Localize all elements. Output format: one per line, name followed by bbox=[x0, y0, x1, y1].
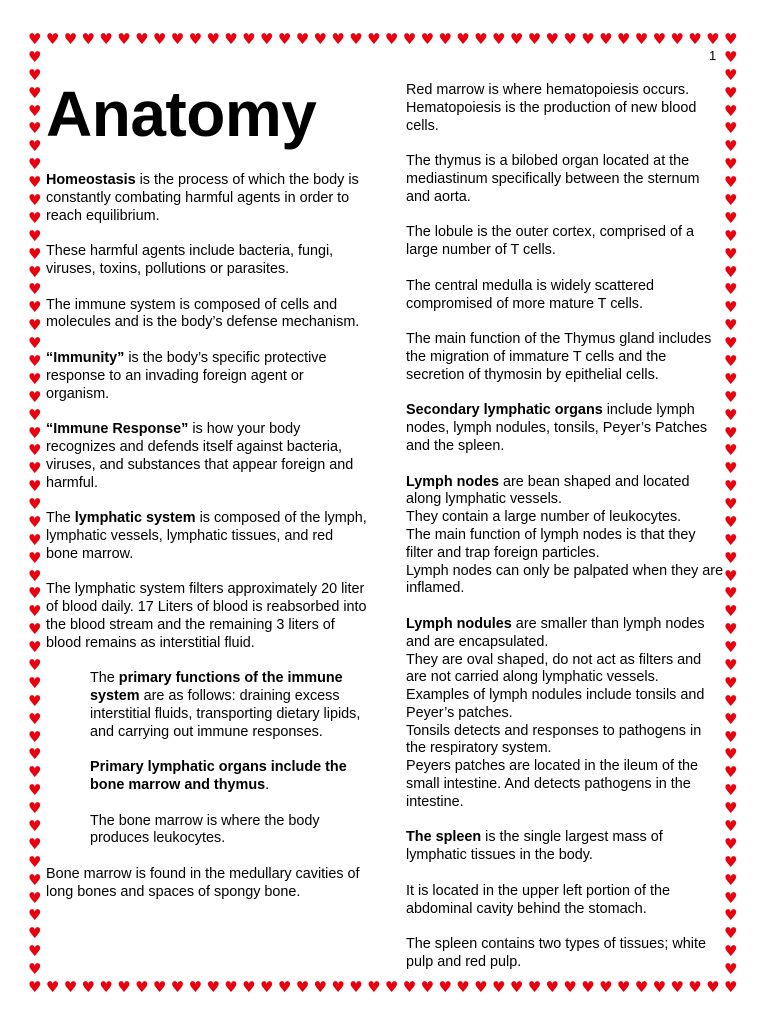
text-run: . bbox=[265, 777, 270, 794]
heart-icon: ♥ bbox=[152, 30, 167, 48]
paragraph-lymph-nodes-4 bbox=[406, 563, 724, 599]
heart-icon: ♥ bbox=[384, 978, 399, 996]
heart-icon: ♥ bbox=[474, 978, 488, 996]
heart-icon: ♥ bbox=[28, 30, 42, 48]
heart-icon: ♥ bbox=[724, 745, 738, 764]
text-run: The lymphatic system filters approximately 20 liter of blood daily. 17 Liters of blood is reabsorbed into the blood stream and the remaining 3 liters of blood remains as interstitial fluid. bbox=[46, 581, 367, 651]
page-title: Anatomy bbox=[46, 78, 317, 150]
paragraph-spleen-tissues bbox=[406, 936, 724, 972]
heart-icon: ♥ bbox=[652, 978, 667, 996]
heart-icon: ♥ bbox=[724, 638, 738, 657]
heart-icon: ♥ bbox=[45, 30, 60, 48]
heart-icon: ♥ bbox=[724, 244, 738, 263]
heart-icon: ♥ bbox=[724, 691, 738, 710]
text-run: They are oval shaped, do not act as filters and are not carried along lymphatic vessels. bbox=[406, 651, 702, 686]
heart-icon: ♥ bbox=[28, 280, 42, 299]
heart-icon: ♥ bbox=[616, 30, 631, 48]
heart-icon: ♥ bbox=[724, 566, 738, 585]
heart-icon: ♥ bbox=[28, 405, 42, 424]
heart-icon: ♥ bbox=[28, 978, 42, 996]
text-run: is how your body recognizes and defends itself against bacteria, viruses, and substances that appear foreign and harmful. bbox=[46, 421, 354, 491]
heart-icon: ♥ bbox=[724, 602, 738, 621]
heart-icon: ♥ bbox=[724, 799, 738, 818]
heart-icon: ♥ bbox=[28, 173, 42, 192]
paragraph-homeostasis bbox=[46, 172, 368, 225]
heart-icon: ♥ bbox=[724, 727, 738, 746]
heart-icon: ♥ bbox=[456, 978, 470, 996]
heart-icon: ♥ bbox=[724, 477, 738, 496]
heart-icon: ♥ bbox=[28, 781, 42, 800]
heart-icon: ♥ bbox=[313, 978, 327, 996]
text-run: Examples of lymph nodules include tonsils and Peyer’s patches. bbox=[406, 687, 705, 721]
paragraph-lymph-nodules-4 bbox=[406, 723, 724, 759]
heart-icon: ♥ bbox=[509, 30, 524, 48]
heart-icon: ♥ bbox=[724, 548, 738, 567]
heart-icon: ♥ bbox=[206, 978, 220, 996]
heart-icon: ♥ bbox=[28, 763, 42, 782]
heart-icon: ♥ bbox=[28, 888, 42, 907]
heart-icon: ♥ bbox=[652, 30, 667, 48]
heart-icon: ♥ bbox=[438, 30, 452, 48]
text-run: Lymph nodes can only be palpated when they are inflamed. bbox=[406, 562, 724, 597]
heart-icon: ♥ bbox=[28, 351, 42, 370]
heart-icon: ♥ bbox=[706, 30, 720, 48]
heart-icon: ♥ bbox=[28, 799, 42, 818]
text-run: are as follows: draining excess interstitial fluids, transporting dietary lipids, and carrying out immune responses. bbox=[90, 688, 361, 740]
heart-icon: ♥ bbox=[295, 978, 310, 996]
heart-icon: ♥ bbox=[152, 978, 167, 996]
text-run: The main function of lymph nodes is that they filter and trap foreign particles. bbox=[406, 526, 696, 561]
heart-icon: ♥ bbox=[28, 423, 42, 442]
heart-icon: ♥ bbox=[724, 673, 738, 692]
heart-icon: ♥ bbox=[28, 906, 42, 925]
heart-icon: ♥ bbox=[331, 978, 345, 996]
heart-icon: ♥ bbox=[313, 30, 327, 48]
heart-icon: ♥ bbox=[28, 155, 42, 174]
heart-icon: ♥ bbox=[28, 65, 42, 84]
heart-icon: ♥ bbox=[563, 30, 577, 48]
heart-icon: ♥ bbox=[277, 30, 292, 48]
heart-icon: ♥ bbox=[670, 978, 684, 996]
heart-icon: ♥ bbox=[28, 602, 42, 621]
heart-icon: ♥ bbox=[45, 978, 60, 996]
heart-icon: ♥ bbox=[99, 30, 113, 48]
text-run: are smaller than lymph nodes and are encapsulated. bbox=[406, 615, 705, 650]
heart-icon: ♥ bbox=[28, 620, 42, 639]
paragraph-medulla bbox=[406, 278, 724, 314]
heart-icon: ♥ bbox=[724, 530, 738, 549]
heart-icon: ♥ bbox=[724, 656, 738, 675]
text-run: These harmful agents include bacteria, fungi, viruses, toxins, pollutions or parasites. bbox=[46, 243, 334, 277]
text-run: Tonsils detects and responses to pathogens in the respiratory system. bbox=[406, 722, 702, 757]
heart-icon: ♥ bbox=[724, 262, 738, 281]
heart-icon: ♥ bbox=[28, 512, 42, 531]
heart-icon: ♥ bbox=[28, 495, 42, 514]
heart-icon: ♥ bbox=[28, 656, 42, 675]
heart-icon: ♥ bbox=[724, 83, 738, 102]
heart-icon: ♥ bbox=[28, 477, 42, 496]
heart-icon: ♥ bbox=[135, 978, 149, 996]
heart-icon: ♥ bbox=[688, 30, 702, 48]
heart-icon: ♥ bbox=[260, 30, 274, 48]
heart-icon: ♥ bbox=[28, 244, 42, 263]
heart-icon: ♥ bbox=[724, 924, 738, 943]
heart-icon: ♥ bbox=[581, 978, 595, 996]
heart-icon: ♥ bbox=[28, 101, 42, 120]
heart-icon: ♥ bbox=[28, 262, 42, 281]
paragraph-immunity bbox=[46, 350, 368, 403]
heart-icon: ♥ bbox=[724, 280, 738, 299]
heart-icon: ♥ bbox=[28, 924, 42, 943]
paragraph-secondary-organs bbox=[406, 402, 724, 455]
heart-icon: ♥ bbox=[724, 888, 738, 907]
heart-icon: ♥ bbox=[28, 852, 42, 871]
text-run: The spleen contains two types of tissues; white pulp and red pulp. bbox=[406, 936, 706, 971]
paragraph-lymph-nodules bbox=[406, 616, 724, 652]
heart-icon: ♥ bbox=[634, 30, 649, 48]
heart-icon: ♥ bbox=[331, 30, 345, 48]
heart-icon: ♥ bbox=[367, 30, 381, 48]
paragraph-lobule bbox=[406, 224, 724, 260]
heart-icon: ♥ bbox=[188, 30, 203, 48]
heart-icon: ♥ bbox=[724, 781, 738, 800]
bold-term: Primary lymphatic organs include the bone marrow and thymus bbox=[90, 759, 347, 794]
heart-icon: ♥ bbox=[99, 978, 113, 996]
heart-icon: ♥ bbox=[724, 208, 738, 227]
text-run: is the body’s specific protective response to an invading foreign agent or organism. bbox=[46, 349, 327, 402]
heart-icon: ♥ bbox=[28, 208, 42, 227]
heart-icon: ♥ bbox=[28, 817, 42, 836]
heart-icon: ♥ bbox=[724, 817, 738, 836]
text-run: Bone marrow is found in the medullary cavities of long bones and spaces of spongy bone. bbox=[46, 866, 360, 900]
heart-icon: ♥ bbox=[599, 30, 613, 48]
heart-icon: ♥ bbox=[28, 942, 42, 961]
heart-icon: ♥ bbox=[724, 960, 738, 979]
text-run: The lobule is the outer cortex, comprised of a large number of T cells. bbox=[406, 224, 694, 259]
heart-icon: ♥ bbox=[224, 30, 238, 48]
right-column bbox=[406, 82, 724, 990]
heart-icon: ♥ bbox=[724, 763, 738, 782]
heart-icon: ♥ bbox=[402, 978, 417, 996]
heart-icon: ♥ bbox=[724, 369, 738, 388]
heart-icon: ♥ bbox=[509, 978, 524, 996]
paragraph-thymus bbox=[406, 153, 724, 206]
bold-term: “Immune Response” bbox=[46, 421, 189, 438]
bold-term: “Immunity” bbox=[46, 349, 125, 366]
heart-icon: ♥ bbox=[28, 298, 42, 317]
heart-icon: ♥ bbox=[724, 441, 738, 460]
heart-icon: ♥ bbox=[724, 30, 738, 48]
left-column bbox=[46, 172, 368, 919]
heart-icon: ♥ bbox=[724, 906, 738, 925]
heart-icon: ♥ bbox=[260, 978, 274, 996]
heart-icon: ♥ bbox=[724, 978, 738, 996]
heart-icon: ♥ bbox=[28, 137, 42, 156]
text-run: is the process of which the body is constantly combating harmful agents in order to reach equilibrium. bbox=[46, 172, 359, 224]
heart-icon: ♥ bbox=[117, 30, 131, 48]
bold-term: primary functions of the immune system bbox=[90, 670, 343, 705]
paragraph-bone-marrow bbox=[46, 813, 368, 849]
bold-term: lymphatic system bbox=[74, 510, 196, 527]
heart-icon: ♥ bbox=[724, 512, 738, 531]
heart-icon: ♥ bbox=[28, 584, 42, 603]
heart-icon: ♥ bbox=[81, 978, 95, 996]
paragraph-harmful-agents bbox=[46, 243, 368, 279]
heart-icon: ♥ bbox=[456, 30, 470, 48]
heart-icon: ♥ bbox=[242, 978, 256, 996]
text-run: It is located in the upper left portion of the abdominal cavity behind the stomach. bbox=[406, 882, 670, 917]
text-run: Peyers patches are located in the ileum of the small intestine. And detects pathogens in the intestine. bbox=[406, 758, 698, 810]
heart-icon: ♥ bbox=[599, 978, 613, 996]
heart-icon: ♥ bbox=[724, 47, 738, 66]
paragraph-thymus-function bbox=[406, 331, 724, 384]
paragraph-lymph-nodules-5 bbox=[406, 758, 724, 811]
heart-icon: ♥ bbox=[616, 978, 631, 996]
heart-icon: ♥ bbox=[527, 978, 542, 996]
heart-icon: ♥ bbox=[349, 30, 363, 48]
heart-icon: ♥ bbox=[63, 30, 78, 48]
heart-icon: ♥ bbox=[28, 709, 42, 728]
heart-icon: ♥ bbox=[670, 30, 684, 48]
heart-icon: ♥ bbox=[724, 405, 738, 424]
heart-icon: ♥ bbox=[28, 119, 42, 138]
text-run: The bbox=[46, 510, 75, 527]
heart-icon: ♥ bbox=[28, 459, 42, 478]
bold-term: Secondary lymphatic organs bbox=[406, 402, 603, 419]
paragraph-primary-organs bbox=[46, 759, 368, 795]
heart-icon: ♥ bbox=[28, 870, 42, 889]
heart-icon: ♥ bbox=[724, 65, 738, 84]
heart-icon: ♥ bbox=[28, 334, 42, 353]
heart-icon: ♥ bbox=[492, 978, 506, 996]
bold-term: Lymph nodules bbox=[406, 615, 512, 632]
heart-icon: ♥ bbox=[724, 870, 738, 889]
heart-icon: ♥ bbox=[724, 119, 738, 138]
heart-icon: ♥ bbox=[724, 351, 738, 370]
heart-icon: ♥ bbox=[527, 30, 542, 48]
text-run: are bean shaped and located along lymphatic vessels. bbox=[406, 473, 690, 508]
text-run: The bone marrow is where the body produces leukocytes. bbox=[90, 812, 320, 847]
heart-icon: ♥ bbox=[28, 691, 42, 710]
page-number: 1 bbox=[709, 48, 717, 63]
heart-icon: ♥ bbox=[28, 369, 42, 388]
heart-icon: ♥ bbox=[724, 101, 738, 120]
heart-icon: ♥ bbox=[384, 30, 399, 48]
paragraph-lymphatic-system bbox=[46, 510, 368, 563]
heart-icon: ♥ bbox=[724, 190, 738, 209]
bold-term: Lymph nodes bbox=[406, 473, 500, 490]
heart-icon: ♥ bbox=[474, 30, 488, 48]
heart-icon: ♥ bbox=[28, 83, 42, 102]
heart-icon: ♥ bbox=[135, 30, 149, 48]
heart-icon: ♥ bbox=[81, 30, 95, 48]
paragraph-immune-system bbox=[46, 297, 368, 333]
paragraph-lymph-nodules-3 bbox=[406, 687, 724, 723]
heart-icon: ♥ bbox=[724, 834, 738, 853]
heart-icon: ♥ bbox=[28, 566, 42, 585]
paragraph-spleen bbox=[406, 829, 724, 865]
heart-icon: ♥ bbox=[545, 978, 559, 996]
heart-icon: ♥ bbox=[28, 960, 42, 979]
heart-icon: ♥ bbox=[28, 638, 42, 657]
heart-icon: ♥ bbox=[28, 387, 42, 406]
heart-icon: ♥ bbox=[724, 226, 738, 245]
heart-icon: ♥ bbox=[63, 978, 78, 996]
heart-icon: ♥ bbox=[706, 978, 720, 996]
heart-icon: ♥ bbox=[295, 30, 310, 48]
heart-icon: ♥ bbox=[724, 709, 738, 728]
heart-icon: ♥ bbox=[117, 978, 131, 996]
heart-icon: ♥ bbox=[28, 727, 42, 746]
heart-icon: ♥ bbox=[28, 316, 42, 335]
paragraph-spleen-location bbox=[406, 883, 724, 919]
heart-icon: ♥ bbox=[724, 942, 738, 961]
paragraph-lymph-nodes-3 bbox=[406, 527, 724, 563]
heart-icon: ♥ bbox=[28, 226, 42, 245]
heart-icon: ♥ bbox=[28, 673, 42, 692]
text-run: include lymph nodes, lymph nodules, tonsils, Peyer’s Patches and the spleen. bbox=[406, 402, 708, 454]
heart-icon: ♥ bbox=[724, 334, 738, 353]
heart-icon: ♥ bbox=[28, 834, 42, 853]
heart-icon: ♥ bbox=[724, 584, 738, 603]
heart-icon: ♥ bbox=[28, 548, 42, 567]
heart-icon: ♥ bbox=[242, 30, 256, 48]
heart-icon: ♥ bbox=[724, 137, 738, 156]
heart-icon: ♥ bbox=[724, 387, 738, 406]
paragraph-lymph-nodes-2 bbox=[406, 509, 724, 527]
text-run: The immune system is composed of cells and molecules and is the body’s defense mechanism. bbox=[46, 296, 360, 331]
bold-term: Homeostasis bbox=[46, 172, 136, 188]
text-run: is the single largest mass of lymphatic tissues in the body. bbox=[406, 829, 663, 864]
heart-icon: ♥ bbox=[420, 978, 435, 996]
heart-icon: ♥ bbox=[28, 530, 42, 549]
heart-icon: ♥ bbox=[724, 316, 738, 335]
heart-icon: ♥ bbox=[492, 30, 506, 48]
text-run: is composed of the lymph, lymphatic vessels, lymphatic tissues, and red bone marrow. bbox=[46, 510, 367, 562]
heart-icon: ♥ bbox=[724, 173, 738, 192]
heart-icon: ♥ bbox=[563, 978, 577, 996]
text-run: The main function of the Thymus gland includes the migration of immature T cells and the secretion of thymosin by epithelial cells. bbox=[406, 331, 712, 383]
paragraph-immune-response bbox=[46, 421, 368, 492]
heart-icon: ♥ bbox=[28, 47, 42, 66]
heart-icon: ♥ bbox=[224, 978, 238, 996]
heart-icon: ♥ bbox=[349, 978, 363, 996]
paragraph-red-marrow bbox=[406, 82, 724, 135]
text-run: Red marrow is where hematopoiesis occurs. Hematopoiesis is the production of new blood cells. bbox=[406, 82, 697, 134]
paragraph-lymph-nodules-2 bbox=[406, 652, 724, 688]
heart-icon: ♥ bbox=[188, 978, 203, 996]
text-run: The thymus is a bilobed organ located at the mediastinum specifically between the sternum and aorta. bbox=[406, 153, 700, 205]
paragraph-lymph-nodes bbox=[406, 474, 724, 510]
text-run: The bbox=[90, 670, 119, 687]
heart-icon: ♥ bbox=[724, 423, 738, 442]
paragraph-lymph-filter bbox=[46, 581, 368, 652]
heart-icon: ♥ bbox=[28, 745, 42, 764]
bold-term: The spleen bbox=[406, 829, 482, 846]
heart-icon: ♥ bbox=[581, 30, 595, 48]
heart-icon: ♥ bbox=[170, 978, 185, 996]
heart-icon: ♥ bbox=[402, 30, 417, 48]
paragraph-bone-marrow-location bbox=[46, 866, 368, 902]
heart-icon: ♥ bbox=[724, 459, 738, 478]
heart-icon: ♥ bbox=[367, 978, 381, 996]
heart-icon: ♥ bbox=[724, 155, 738, 174]
heart-icon: ♥ bbox=[724, 620, 738, 639]
heart-icon: ♥ bbox=[688, 978, 702, 996]
heart-icon: ♥ bbox=[206, 30, 220, 48]
text-run: The central medulla is widely scattered compromised of more mature T cells. bbox=[406, 277, 654, 312]
heart-icon: ♥ bbox=[277, 978, 292, 996]
heart-icon: ♥ bbox=[724, 852, 738, 871]
text-run: They contain a large number of leukocytes. bbox=[406, 509, 682, 526]
paragraph-primary-functions bbox=[46, 670, 368, 741]
heart-icon: ♥ bbox=[438, 978, 452, 996]
heart-icon: ♥ bbox=[634, 978, 649, 996]
heart-icon: ♥ bbox=[170, 30, 185, 48]
heart-icon: ♥ bbox=[28, 190, 42, 209]
heart-icon: ♥ bbox=[724, 495, 738, 514]
heart-icon: ♥ bbox=[420, 30, 435, 48]
heart-icon: ♥ bbox=[545, 30, 559, 48]
heart-icon: ♥ bbox=[28, 441, 42, 460]
heart-icon: ♥ bbox=[724, 298, 738, 317]
